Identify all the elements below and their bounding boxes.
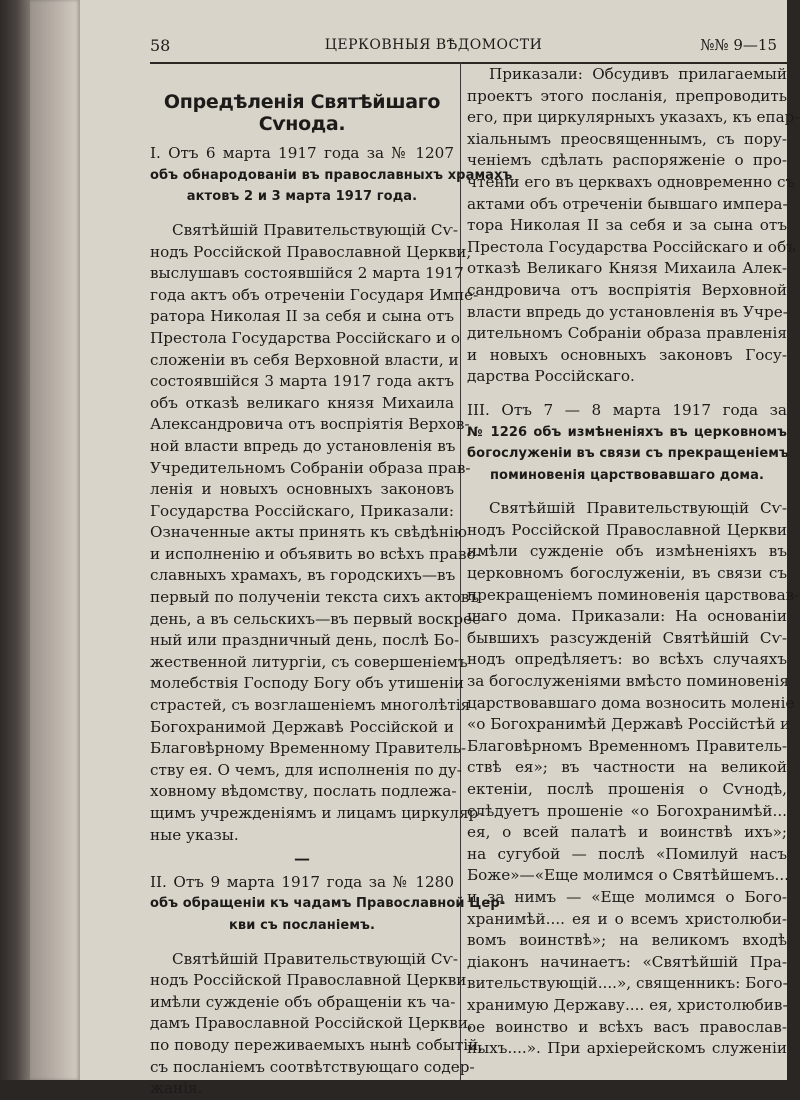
text-line: имѣли сужденіе объ измѣненіяхъ въ: [467, 542, 787, 561]
text-line: Святѣйшій Правительствующій Сѵ-: [172, 949, 458, 968]
text-line: Престола Государства Россійскаго и о: [150, 328, 461, 347]
text-line: тора Николая II за себя и за сына отъ: [467, 216, 787, 235]
text-line: Благовѣрномъ Временномъ Правитель-: [467, 736, 787, 755]
text-line: дамъ Православной Россійской Церкви,: [150, 1014, 473, 1033]
left-column: [150, 64, 513, 1100]
text-line: Боже»—«Еще молимся о Святѣйшемъ...: [467, 866, 789, 885]
section-heading: Опредѣленія Святѣйшаго Сѵнода.: [163, 91, 441, 135]
issue-number: №№ 9—15: [700, 36, 777, 54]
decree-3-subtitle: № 1226 объ измѣненіяхъ въ церковномъ: [467, 424, 787, 440]
decree-1-title: I. Отъ 6 марта 1917 года за № 1207: [150, 144, 454, 163]
page-gutter: [30, 0, 80, 1080]
text-line: на сугубой — послѣ «Помилуй насъ: [467, 844, 787, 863]
text-line: дительномъ Собраніи образа правленія: [467, 324, 787, 343]
decree-3-title: III. Отъ 7 — 8 марта 1917 года за: [467, 400, 787, 419]
text-line: нодъ опредѣляетъ: во всѣхъ случаяхъ: [467, 650, 787, 669]
text-line: жанія.: [150, 1079, 203, 1098]
decree-2-subtitle: кви съ посланіемъ.: [229, 917, 375, 933]
text-line: Учредительномъ Собраніи образа прав-: [150, 458, 471, 477]
text-line: ные указы.: [150, 825, 239, 844]
text-line: и исполненію и объявить во всѣхъ право-: [150, 544, 481, 563]
decree-2-title: II. Отъ 9 марта 1917 года за № 1280: [150, 872, 454, 891]
text-line: за богослуженіями вмѣсто поминовенія: [467, 672, 789, 691]
text-line: ныхъ....». При архіерейскомъ служеніи: [467, 1039, 787, 1058]
spacer: [150, 937, 454, 949]
spacer: [467, 388, 787, 400]
text-line: власти впредь до установленія въ Учре-: [467, 302, 788, 321]
text-line: ченіемъ сдѣлать распоряженіе о про-: [467, 151, 787, 170]
text-line: вительствующій....», священникъ: Бого-: [467, 974, 788, 993]
right-column: [467, 64, 800, 1060]
text-line: Благовѣрному Временному Правитель-: [150, 739, 467, 758]
text-line: бывшихъ разсужденій Святѣйшій Сѵ-: [467, 628, 787, 647]
text-line: отказѣ Великаго Князя Михаила Алек-: [467, 259, 787, 278]
text-line: нодъ Россійской Православной Церкви: [467, 520, 787, 539]
text-line: вомъ воинствѣ»; на великомъ входѣ: [467, 931, 787, 950]
text-line: ствѣ ея»; въ частности на великой: [467, 758, 787, 777]
text-line: нодъ Россійской Православной Церкви,: [150, 242, 472, 261]
text-line: Святѣйшій Правительствующій Сѵ-: [172, 220, 458, 239]
journal-title: ЦЕРКОВНЫЯ ВѢДОМОСТИ: [324, 37, 543, 53]
text-line: ству ея. О чемъ, для исполненія по ду-: [150, 760, 462, 779]
decree-2-subtitle: объ обращеніи къ чадамъ Православной Цер-: [150, 896, 506, 912]
text-line: ной власти впредь до установленія въ: [150, 436, 456, 455]
text-line: Александровича отъ воспріятія Верхов-: [150, 415, 470, 434]
text-line: Святѣйшій Правительствующій Сѵ-: [489, 499, 787, 518]
text-line: щимъ учрежденіямъ и лицамъ циркуляр-: [150, 804, 484, 822]
document-page: [80, 0, 800, 1098]
text-line: ея, о всей палатѣ и воинствѣ ихъ»;: [467, 823, 787, 842]
decree-1-subtitle: актовъ 2 и 3 марта 1917 года.: [186, 189, 418, 205]
decree-3-subtitle: поминовенія царствовавшаго дома.: [489, 467, 765, 483]
text-line: церковномъ богослуженіи, въ связи съ: [467, 564, 787, 583]
text-line: хранимую Державу.... ея, христолюбив-: [467, 995, 788, 1014]
text-line: царствовавшаго дома возносить моленіе: [467, 693, 795, 712]
text-line: Престола Государства Россійскаго и объ: [467, 237, 796, 256]
text-line: имѣли сужденіе объ обращеніи къ ча-: [150, 992, 456, 1011]
text-line: Государства Россійскаго, Приказали:: [150, 501, 454, 520]
section-separator: —: [294, 849, 310, 869]
text-line: хіальнымъ преосвященнымъ, съ пору-: [467, 129, 787, 148]
text-line: сандровича отъ воспріятія Верховной: [467, 280, 787, 299]
text-line: діаконъ начинаетъ: «Святѣйшій Пра-: [467, 952, 787, 971]
book-binding: [0, 0, 30, 1080]
text-line: молебствія Господу Богу объ утишеніи: [150, 674, 465, 693]
text-line: Означенные акты принять къ свѣдѣнію: [150, 523, 468, 542]
text-line: ратора Николая II за себя и сына отъ: [150, 307, 454, 326]
text-line: хранимѣй.... ея и о всемъ христолюби-: [467, 909, 787, 928]
running-header: [80, 30, 787, 60]
text-line: года актъ объ отреченіи Государя Импе-: [150, 285, 479, 304]
text-line: чтеніи его въ церквахъ одновременно съ: [467, 172, 796, 191]
text-line: слѣдуетъ прошеніе «о Богохранимѣй...: [467, 801, 787, 820]
decree-3-subtitle: богослуженіи въ связи съ прекращеніемъ: [467, 446, 789, 462]
text-line: по поводу переживаемыхъ нынѣ событій,: [150, 1035, 484, 1054]
text-line: страстей, съ возглашеніемъ многолѣтія: [150, 696, 471, 715]
decree-1-subtitle: объ обнародованіи въ православныхъ храмахъ: [150, 167, 513, 183]
text-line: актами объ отреченіи бывшаго импера-: [467, 194, 788, 213]
text-line: жественной литургіи, съ совершеніемъ: [150, 652, 468, 671]
text-line: ховному вѣдомству, послать подлежа-: [150, 782, 457, 801]
spacer: [150, 208, 454, 220]
text-line: съ посланіемъ соотвѣтствующаго содер-: [150, 1057, 475, 1076]
text-line: и новыхъ основныхъ законовъ Госу-: [467, 345, 787, 364]
text-line: и за нимъ — «Еще молимся о Бого-: [467, 887, 787, 906]
text-line: дарства Россійскаго.: [467, 367, 635, 386]
text-line: ектеніи, послѣ прошенія о Сѵнодѣ,: [467, 780, 787, 798]
column-divider: [460, 62, 461, 1080]
text-line: проектъ этого посланія, препроводить: [467, 86, 787, 105]
text-line: ный или праздничный день, послѣ Бо-: [150, 631, 460, 650]
text-line: Богохранимой Державѣ Россійской и: [150, 717, 454, 736]
text-line: сложеніи въ себя Верховной власти, и: [150, 350, 459, 369]
text-line: «о Богохранимѣй Державѣ Россійстѣй и: [467, 715, 791, 734]
text-line: нодъ Россійской Православной Церкви: [150, 971, 467, 990]
page-number: 58: [150, 36, 171, 55]
text-line: ое воинство и всѣхъ васъ православ-: [467, 1017, 787, 1036]
text-line: прекращеніемъ поминовенія царствовав-: [467, 585, 800, 604]
text-line: объ отказѣ великаго князя Михаила: [150, 393, 454, 412]
text-line: Приказали: Обсудивъ прилагаемый: [489, 65, 787, 83]
text-line: славныхъ храмахъ, въ городскихъ—въ: [150, 566, 456, 585]
text-line: шаго дома. Приказали: На основаніи: [467, 607, 787, 626]
text-line: день, а въ сельскихъ—въ первый воскрес-: [150, 609, 486, 628]
text-line: первый по полученіи текста сихъ актовъ: [150, 588, 479, 607]
text-line: выслушавъ состоявшійся 2 марта 1917: [150, 264, 464, 283]
spacer: [467, 486, 787, 498]
text-line: его, при циркулярныхъ указахъ, къ епар-: [467, 108, 800, 127]
text-line: состоявшійся 3 марта 1917 года актъ: [150, 372, 454, 391]
text-line: ленія и новыхъ основныхъ законовъ: [150, 480, 454, 499]
